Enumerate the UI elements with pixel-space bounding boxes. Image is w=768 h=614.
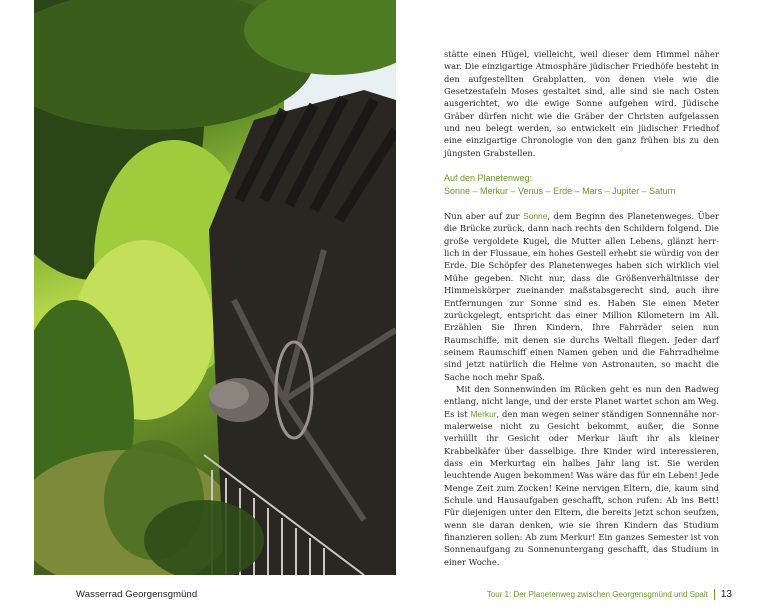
- paragraph-2: [444, 210, 719, 383]
- section-heading-line-2: Sonne – Merkur – Venus – Erde – Mars – Jupiter – Saturn: [444, 185, 676, 196]
- paragraph-3-text-b: , den man wegen seiner ständigen Sonnennähe normalerweise nicht zu Gesicht bekommt, außer, die Sonne verhüllt ihr Gesicht oder Merkur läuft ihr als kleiner Krabbelkäfer über dasselbige. Ihre Kinder wird interessieren, dass ein Merkurtag ein halbes Jahr lang ist. Sie werden leuchtende Augen bekommen! Was wäre das für ein Leben! Jede Menge Zeit zum Zocken! Keine nervigen Eltern, die, kaum sind Schule und Hausaufgaben geschafft, schon rufen: Ab ins Bett! Für diejenigen unter den Eltern, die bereits jetzt schon seufzen, wenn sie daran denken, wie sie ihren Kindern das Studium finanzieren sollen: Ab zum Merkur! Ein ganzes Semester ist von Sonnenaufgang zu Sonnenuntergang geschafft, das Studium in einer Woche.: [444, 408, 720, 567]
- highlight-merkur: Merkur: [470, 408, 497, 419]
- article-body: [444, 48, 719, 568]
- paragraph-2-text-a: Nun aber auf zur: [444, 211, 524, 222]
- section-heading: [444, 172, 719, 197]
- highlight-sonne: Sonne: [523, 211, 548, 222]
- running-title: Tour 1: Der Planetenweg zwischen Georgensgmünd und Spalt: [486, 590, 708, 599]
- footer-divider: [714, 589, 715, 600]
- page-footer: [487, 589, 732, 600]
- paragraph-2-text-b: , dem Beginn des Planetenweges. Über die Brücke zurück, dann nach rechts den Schildern folgend. Die große vergoldete Kugel, die Mutter allen Lebens, glänzt herrlich in der Flussaue, ein hohes Gestell erhebt sie würdig von der Erde. Die Schöpfer des Planetenweges haben sich wirklich viel Mühe gegeben. Nicht nur, dass die Größenverhältnisse der Himmelskörper zueinander maßstabsgerecht sind, auch ihre Entfernungen zur Sonne sind es. Haben Sie einen Meter zurückgelegt, entspricht das einer Million Kilometern im All. Erzählen Sie Ihren Kindern, Ihre Fahrräder seien nun Raumschiffe, mit denen sie durchs Weltall fliegen. Jeder darf seinem Raumschiff einen Namen geben und die Fahrradhelme sind jetzt natürlich die Helme von Astronauten, so macht die Sache noch mehr Spaß.: [444, 211, 719, 382]
- paragraph-1: stätte einen Hügel, vielleicht, weil dieser dem Himmel näher war. Die einzigartige Atmosphäre jüdischer Friedhöfe besteht in den aufgestellten Grabplatten, von denen viele wie die Gesetzestafeln Moses gestaltet sind, alle sind sie nach Osten ausgerichtet, wo die ewige Sonne aufgehen wird. Jüdische Gräber dürfen nicht wie die Gräber der Christen aufgelassen und neu belegt werden, so entwickelt ein jüdischer Friedhof eine einzigartige Chronologie von den ganz frühen bis zu den jüngsten Grabstellen.: [444, 49, 719, 158]
- waterwheel-photo: [34, 0, 396, 575]
- photo-caption: Wasserrad Georgensgmünd: [76, 589, 198, 600]
- section-heading-line-1: Auf den Planetenweg:: [444, 173, 533, 184]
- page-number: 13: [720, 589, 732, 600]
- paragraph-3-text-a: Mit den Sonnenwinden im Rücken geht es nun den Radweg entlang, nicht lange, und der erste Planet wartet schon am Weg. Es ist: [444, 383, 719, 419]
- paragraph-3: [444, 383, 719, 568]
